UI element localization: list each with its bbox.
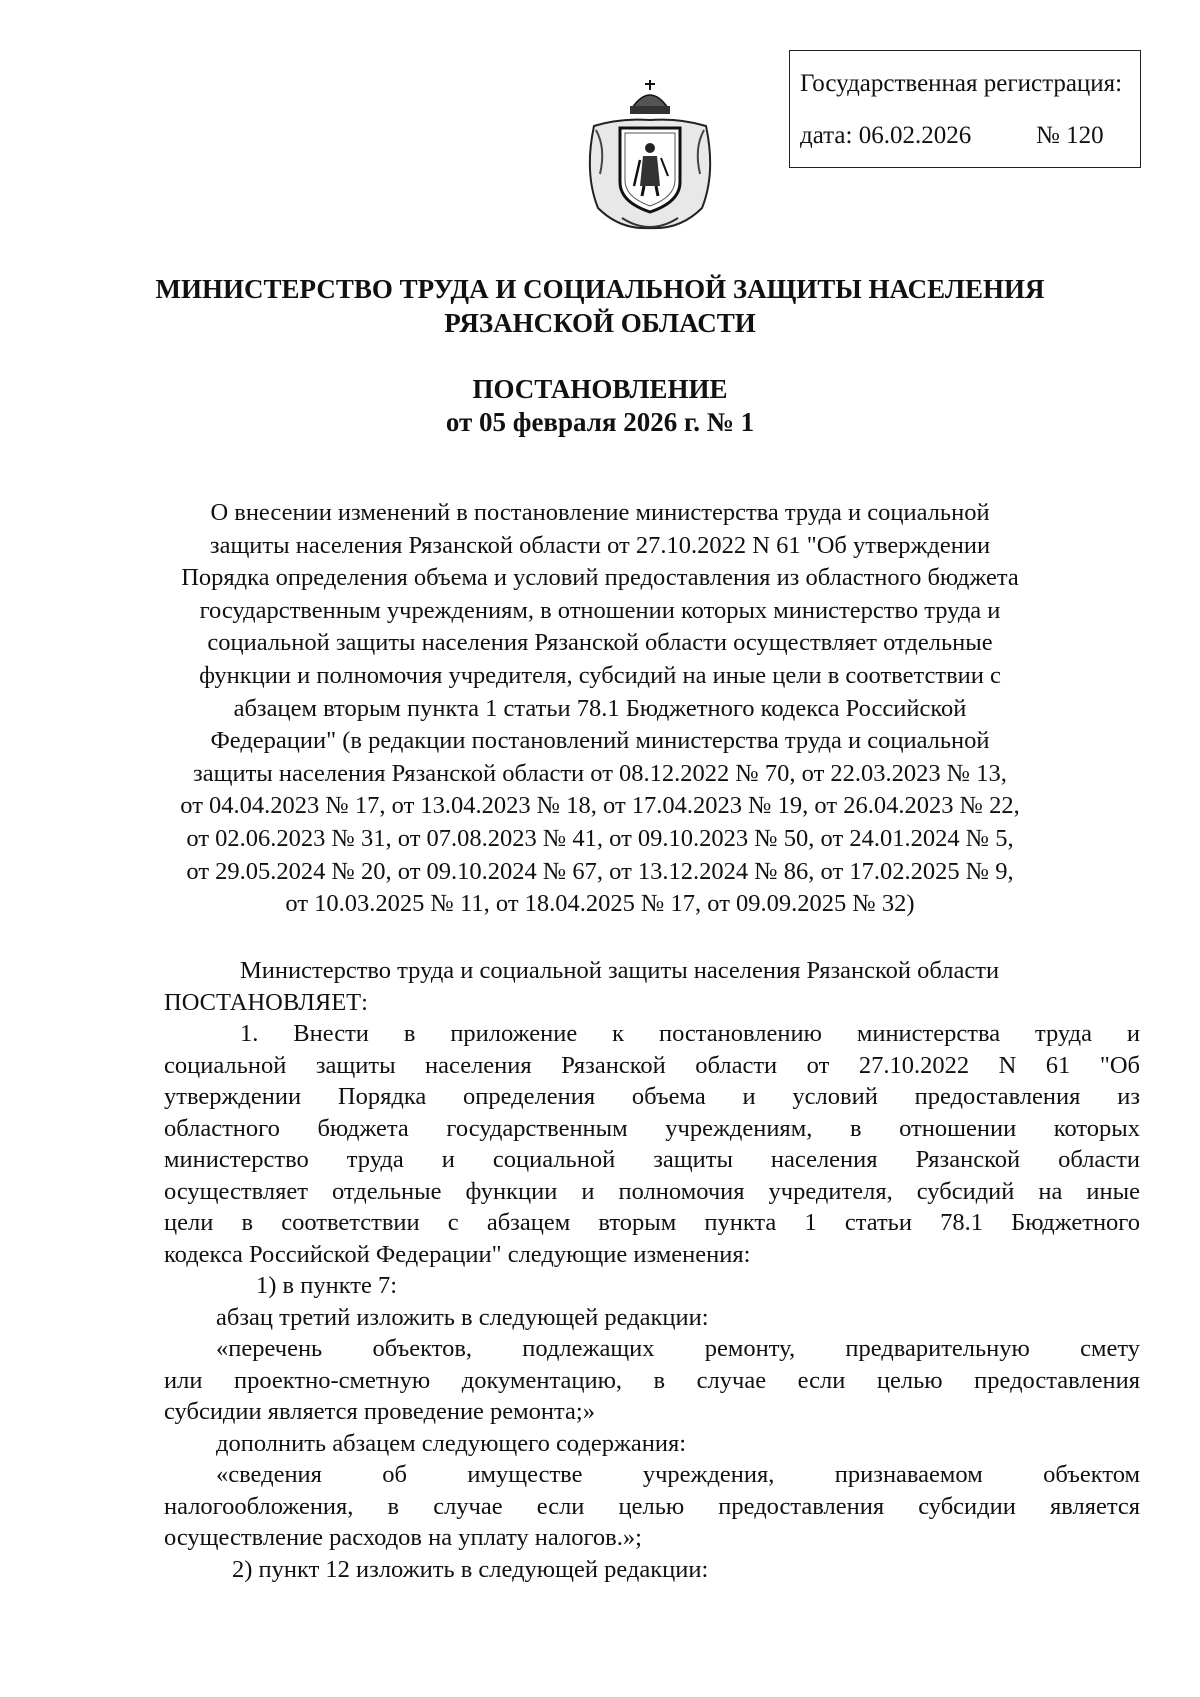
body-line: цели в соответствии с абзацем вторым пункта 1 статьи 78.1 Бюджетного: [164, 1209, 1140, 1236]
subject-line: Федерации" (в редакции постановлений министерства труда и социальной: [210, 727, 990, 755]
body-line: Министерство труда и социальной защиты населения Рязанской области: [240, 957, 1000, 984]
registration-number: № 120: [1036, 122, 1104, 149]
subject-line: защиты населения Рязанской области от 27.10.2022 N 61 "Об утверждении: [209, 531, 991, 559]
body-line: ПОСТАНОВЛЯЕТ:: [164, 988, 368, 1016]
document-type: ПОСТАНОВЛЕНИЕ: [472, 374, 728, 404]
body-line: 2) пункт 12 изложить в следующей редакции:: [232, 1555, 709, 1583]
subject-line: функции и полномочия учредителя, субсидий на иные цели в соответствии с: [199, 661, 1001, 689]
body-line: 1. Внести в приложение к постановлению министерства труда и: [240, 1020, 1140, 1047]
registration-stamp: [789, 50, 1141, 168]
subject-line: абзацем вторым пункта 1 статьи 78.1 Бюджетного кодекса Российской: [233, 694, 967, 722]
body-line: утверждении Порядка определения объема и условий предоставления из: [164, 1083, 1140, 1110]
subject-line: от 02.06.2023 № 31, от 07.08.2023 № 41, от 09.10.2023 № 50, от 24.01.2024 № 5,: [186, 824, 1014, 852]
body-line: областного бюджета государственным учреждениям, в отношении которых: [164, 1114, 1140, 1142]
body-line: дополнить абзацем следующего содержания:: [216, 1429, 687, 1457]
document-heading: [100, 373, 1100, 439]
ministry-line: РЯЗАНСКОЙ ОБЛАСТИ: [444, 308, 756, 338]
body-line: «сведения об имуществе учреждения, признаваемом объектом: [216, 1461, 1140, 1488]
body-line: или проектно-сметную документацию, в случае если целью предоставления: [164, 1366, 1140, 1394]
body-line: налогообложения, в случае если целью предоставления субсидии является: [164, 1492, 1140, 1520]
document-date-number: от 05 февраля 2026 г. № 1: [445, 407, 755, 437]
subject-line: социальной защиты населения Рязанской области осуществляет отдельные: [207, 629, 993, 657]
body-line: осуществляет отдельные функции и полномочия учредителя, субсидий на иные: [164, 1177, 1140, 1205]
ministry-name: [100, 272, 1100, 340]
subject-line: государственным учреждениям, в отношении которых министерство труда и: [199, 596, 1001, 624]
registration-date: дата: 06.02.2026: [800, 122, 972, 149]
subject-line: О внесении изменений в постановление министерства труда и социальной: [210, 499, 990, 526]
document-body: [164, 955, 1140, 1585]
body-line: кодекса Российской Федерации" следующие изменения:: [164, 1240, 751, 1268]
document-subject: [100, 497, 1100, 921]
body-line: абзац третий изложить в следующей редакции:: [216, 1303, 709, 1331]
registration-title: Государственная регистрация:: [800, 70, 1123, 97]
body-line: «перечень объектов, подлежащих ремонту, предварительную смету: [216, 1335, 1140, 1362]
subject-line: Порядка определения объема и условий предоставления из областного бюджета: [181, 564, 1019, 592]
body-line: осуществление расходов на уплату налогов.»;: [164, 1524, 642, 1551]
body-line: 1) в пункте 7:: [256, 1272, 398, 1299]
subject-line: защиты населения Рязанской области от 08.12.2022 № 70, от 22.03.2023 № 13,: [193, 759, 1007, 787]
body-line: субсидии является проведение ремонта;»: [164, 1398, 595, 1425]
body-line: министерство труда и социальной защиты населения Рязанской области: [164, 1146, 1140, 1173]
subject-line: от 04.04.2023 № 17, от 13.04.2023 № 18, от 17.04.2023 № 19, от 26.04.2023 № 22,: [180, 792, 1020, 820]
ryazan-coat-of-arms-icon: [580, 78, 720, 238]
subject-line: от 29.05.2024 № 20, от 09.10.2024 № 67, от 13.12.2024 № 86, от 17.02.2025 № 9,: [186, 857, 1014, 885]
subject-line: от 10.03.2025 № 11, от 18.04.2025 № 17, от 09.09.2025 № 32): [285, 890, 915, 918]
body-line: социальной защиты населения Рязанской области от 27.10.2022 N 61 "Об: [164, 1051, 1140, 1079]
ministry-line: МИНИСТЕРСТВО ТРУДА И СОЦИАЛЬНОЙ ЗАЩИТЫ НАСЕЛЕНИЯ: [155, 274, 1045, 304]
